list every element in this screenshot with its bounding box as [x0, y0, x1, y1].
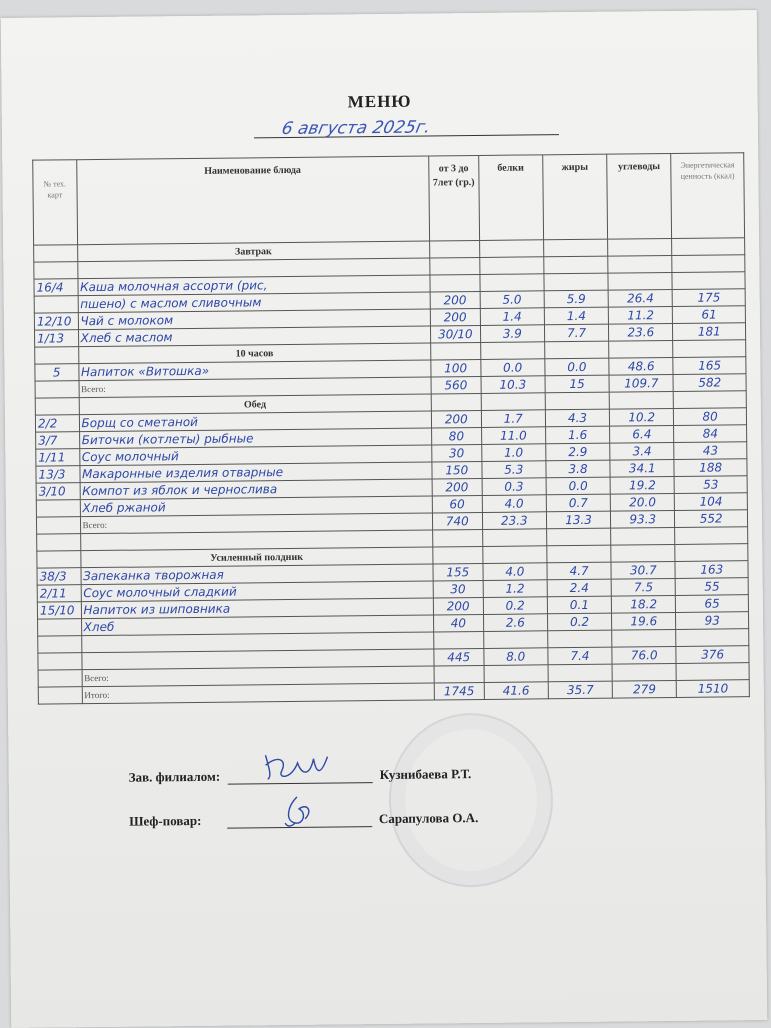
row-energy: 163	[675, 561, 748, 579]
row-energy: 80	[674, 408, 747, 426]
row-protein: 0.2	[483, 597, 547, 615]
section-ten: 10 часов	[78, 343, 431, 364]
section-snack: Усиленный полдник	[80, 547, 433, 568]
total-portion: 560	[431, 376, 481, 394]
row-carbs: 3.4	[610, 442, 674, 460]
section-breakfast: Завтрак	[77, 241, 430, 262]
row-fat: 0.1	[547, 596, 611, 614]
grand-energy: 1510	[677, 680, 750, 698]
total-fat: 7.4	[548, 647, 612, 665]
row-no: 3/10	[36, 483, 80, 500]
total-carbs: 93.3	[611, 510, 675, 528]
table-header	[33, 153, 745, 245]
row-energy: 84	[674, 425, 747, 443]
row-protein: 1.2	[483, 580, 547, 598]
row-dish: пшено) с маслом сливочным	[78, 292, 431, 313]
row-fat: 1.6	[545, 426, 609, 444]
chef-label: Шеф-повар:	[129, 812, 202, 829]
row-no: 13/3	[36, 466, 80, 483]
row-dish: Запеканка творожная	[81, 564, 434, 585]
total-fat: 15	[545, 375, 609, 393]
row-no: 1/13	[35, 330, 79, 347]
row-dish: Соус молочный сладкий	[81, 581, 434, 602]
row-energy: 181	[673, 323, 746, 341]
row-portion: 60	[432, 495, 482, 513]
row-carbs: 34.1	[610, 459, 674, 477]
total-energy: 376	[676, 646, 749, 664]
page-title: МЕНЮ	[347, 91, 412, 112]
row-no	[38, 619, 82, 636]
menu-table	[32, 152, 750, 704]
header-protein: белки	[478, 155, 543, 241]
row-protein: 1.0	[481, 444, 545, 462]
row-carbs: 30.7	[611, 561, 675, 579]
row-no: 12/10	[34, 313, 78, 330]
row-fat: 2.4	[547, 579, 611, 597]
chef-name: Сарапулова О.А.	[378, 810, 479, 827]
row-dish: Напиток из шиповника	[81, 598, 434, 619]
total-carbs: 109.7	[609, 374, 673, 392]
faded-stamp	[388, 712, 554, 888]
row-fat: 0.7	[546, 494, 610, 512]
header-energy: Энергетическая ценность (ккал)	[671, 153, 744, 239]
row-dish: Напиток «Витошка»	[78, 360, 431, 381]
menu-sheet	[1, 10, 768, 1028]
total-label: Всего:	[82, 666, 435, 687]
row-energy: 65	[676, 595, 749, 613]
row-no: 2/11	[37, 585, 81, 602]
header-portion: от 3 до 7лет (гр.)	[429, 155, 480, 241]
total-protein: 8.0	[484, 648, 548, 666]
row-portion: 200	[431, 410, 481, 428]
total-portion: 740	[432, 512, 482, 530]
total-energy: 552	[675, 510, 748, 528]
row-portion: 200	[430, 308, 480, 326]
row-fat: 0.0	[545, 358, 609, 376]
row-carbs: 48.6	[609, 357, 673, 375]
head-name: Кузнибаева Р.Т.	[379, 766, 472, 783]
row-portion: 200	[432, 478, 482, 496]
row-dish: Макаронные изделия отварные	[79, 462, 432, 483]
head-signature-line	[227, 762, 372, 785]
row-carbs: 20.0	[610, 493, 674, 511]
row-no: 38/3	[37, 568, 81, 585]
row-no: 3/7	[36, 432, 80, 449]
chef-signature	[276, 792, 356, 827]
row-dish: Хлеб ржаной	[80, 496, 433, 517]
row-energy: 175	[673, 289, 746, 307]
row-protein: 5.0	[480, 291, 544, 309]
row-energy: 93	[676, 612, 749, 630]
row-protein: 2.6	[483, 614, 547, 632]
row-fat: 0.0	[546, 477, 610, 495]
row-portion: 30	[432, 444, 482, 462]
total-carbs: 76.0	[612, 646, 676, 664]
section-lunch: Обед	[79, 394, 432, 415]
header-carbs: углеводы	[607, 153, 672, 239]
row-protein: 4.0	[483, 563, 547, 581]
grand-protein: 41.6	[484, 682, 548, 700]
row-portion: 100	[431, 359, 481, 377]
row-fat: 2.9	[546, 443, 610, 461]
chef-signature-line	[227, 806, 372, 829]
total-label: Всего:	[79, 377, 432, 398]
total-portion: 445	[434, 648, 484, 666]
row-no: 1/11	[36, 449, 80, 466]
row-energy: 165	[673, 357, 746, 375]
row-carbs: 6.4	[610, 425, 674, 443]
date-line	[254, 110, 559, 138]
row-energy: 43	[674, 442, 747, 460]
row-energy: 55	[676, 578, 749, 596]
total-label: Всего:	[80, 513, 433, 534]
row-fat: 4.7	[547, 562, 611, 580]
row-fat: 0.2	[547, 613, 611, 631]
row-fat: 7.7	[544, 324, 608, 342]
row-protein: 3.9	[480, 325, 544, 343]
row-carbs: 7.5	[611, 578, 675, 596]
row-protein: 4.0	[482, 495, 546, 513]
row-protein: 0.3	[482, 478, 546, 496]
total-protein: 10.3	[481, 376, 545, 394]
head-signature-row	[129, 761, 472, 786]
row-portion: 30/10	[430, 325, 480, 343]
row-protein: 5.3	[482, 461, 546, 479]
row-energy: 61	[673, 306, 746, 324]
row-no: 16/4	[34, 279, 78, 296]
row-dish: Биточки (котлеты) рыбные	[79, 428, 432, 449]
header-dish: Наименование блюда	[76, 156, 429, 245]
row-carbs: 10.2	[610, 408, 674, 426]
row-portion: 200	[433, 597, 483, 615]
grand-fat: 35.7	[548, 681, 612, 699]
row-protein: 0.0	[480, 359, 544, 377]
row-portion: 40	[433, 614, 483, 632]
row-carbs: 26.4	[608, 289, 672, 307]
row-fat: 1.4	[544, 307, 608, 325]
total-protein: 23.3	[482, 512, 546, 530]
row-dish: Хлеб с маслом	[78, 326, 431, 347]
chef-signature-row	[129, 805, 478, 830]
row-fat: 3.8	[546, 460, 610, 478]
header-tech-card: № тех. карт	[33, 160, 77, 245]
date-handwritten: 6 августа 2025г.	[279, 117, 433, 140]
row-carbs: 19.2	[610, 476, 674, 494]
header-fat: жиры	[543, 154, 608, 240]
row-energy: 104	[675, 493, 748, 511]
row-dish: Чай с молоком	[78, 309, 431, 330]
row-no: 2/2	[35, 415, 79, 432]
row-dish: Борщ со сметаной	[79, 411, 432, 432]
head-label: Зав. филиалом:	[128, 768, 221, 785]
row-carbs: 19.6	[612, 612, 676, 630]
row-dish: Хлеб	[81, 615, 434, 636]
row-dish: Компот из яблок и чернослива	[80, 479, 433, 500]
row-carbs: 11.2	[608, 306, 672, 324]
row-portion: 155	[433, 563, 483, 581]
row-carbs: 18.2	[611, 595, 675, 613]
row-portion: 150	[432, 461, 482, 479]
row-energy: 53	[674, 476, 747, 494]
row-portion: 30	[433, 580, 483, 598]
total-energy: 582	[673, 374, 746, 392]
head-signature	[257, 749, 337, 784]
total-fat: 13.3	[546, 511, 610, 529]
row-protein: 1.4	[480, 308, 544, 326]
row-carbs: 23.6	[609, 323, 673, 341]
row-portion: 200	[430, 291, 480, 309]
row-no	[36, 500, 80, 517]
row-no: 15/10	[37, 602, 81, 619]
row-dish: Каша молочная ассорти (рис,	[77, 275, 430, 296]
row-protein: 1.7	[481, 410, 545, 428]
grand-total-label: Итого:	[82, 683, 435, 704]
row-fat: 5.9	[544, 290, 608, 308]
row-no: 5	[35, 364, 79, 381]
row-protein: 11.0	[481, 427, 545, 445]
row-energy: 188	[674, 459, 747, 477]
grand-portion: 1745	[434, 682, 484, 700]
row-fat: 4.3	[545, 409, 609, 427]
row-dish: Соус молочный	[79, 445, 432, 466]
row-portion: 80	[431, 427, 481, 445]
grand-carbs: 279	[612, 680, 676, 698]
